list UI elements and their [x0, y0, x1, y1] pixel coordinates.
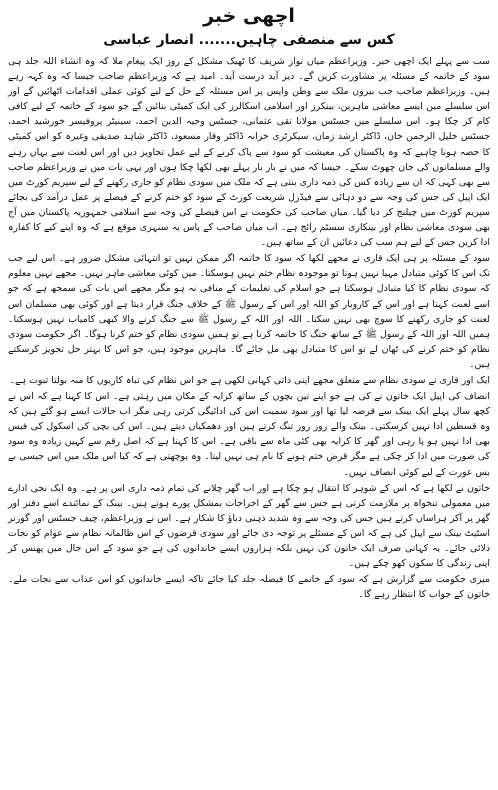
column-byline: کس سے منصفی چاہیں....... انصار عباسی: [103, 32, 395, 48]
column-title: اچھی خبر: [203, 5, 295, 27]
column-body: [8, 54, 490, 602]
paragraph: ایک اور قاری نے سودی نظام سے متعلق مجھے اپنی ذاتی کہانی لکھی ہے جو اس نظام کی تباہ کاریوں کا منہ بولتا ثبوت ہے۔: [9, 374, 490, 386]
paragraph: سب سے پہلے ایک اچھی خبر۔ وزیراعظم میاں نواز شریف کا ٹھیک مشکل کے روز ایک پیغام ملا کہ وہ انشاء اللہ جلد ہی سود کے خاتمہ کے مسئلہ پر مشاورت کریں گے۔ دیر آید درست آید۔ امید ہے کہ وزیراعظم صاحب جیسا کہ وہ کہہ رہے ہیں۔ وزیراعظم صاحب جب بیرون ملک سے وطن واپس پر اس مسئلہ کے حل کے لیے کوئی عملی اقدامات اٹھائیں گے اور اس سلسلے میں ایسے معاشی ماہرین، بینکرز اور اسلامی اسکالرز کی ایک کمیٹی بنائیں گے جو سود کے خاتمہ کے لیے کافی کام کر چکا ہو۔ اس سلسلے میں جسٹس مولانا تقی عثمانی، جسٹس وجیہ الدین احمد، سینیٹر پروفیسر خورشید احمد، جسٹس خلیل الرحمن خان، ڈاکٹر ارشد زمان، سیکرٹری خزانہ ڈاکٹر وقار مسعود، ڈاکٹر شاہد صدیقی وغیرہ کو اس کمیٹی کا حصہ ہونا چاہیے کہ وہ پاکستان کی معیشت کو سود سے پاک کرنے کے لیے عمل تجاویز دیں اور اس لعنت سے یہاں رہنے والے مسلمانوں کی جان چھوٹ سکے۔ جیسا کہ میں نے بار بار پہلے بھی لکھا چکا ہوں اور یہی بات میں نے وزیراعظم صاحب سے بھی کہی کہ ان سے زیادہ کس کی ذمہ داری بنتی ہے کہ ملک میں سودی نظام کو جاری رکھنے کے لیے سپریم کورٹ میں ایک اپیل کی جس کی وجہ سے دو دہائی سے فیڈرل شریعت کورٹ کے سود کو ختم کرنے کے فیصلے پر عمل درآمد کی بجائے سپریم کورٹ میں چیلنج کر دیا گیا۔ میاں صاحب کی حکومت نے اس فیصلے کی وجہ سے اسلامی جمہوریہ پاکستان میں آج بھی سودی معاشی نظام اور بینکاری سسٹم رائج ہے۔ اب میاں صاحب کے پاس یہ سنہری موقع ہے کہ وہ اپنے کیے کا کفارہ ادا کریں جس کے لیے ہم سب کی دعائیں ان کے ساتھ ہیں۔: [8, 56, 490, 249]
paragraph: سود کے مسئلہ پر ہی ایک قاری نے مجھے لکھا کہ سود کا خاتمہ اگر ممکن نہیں تو انتہائی مشکل ضرور ہے۔ اس لیے جب تک اس کا کوئی متبادل مہیا نہیں ہوتا تو موجودہ نظام ختم نہیں ہوسکتا۔ میں کوئی معاشی ماہر نہیں۔ مجھے نہیں معلوم کہ سودی نظام کا کیا متبادل ہوسکتا ہے جو اسلام کی تعلیمات کے منافی نہ ہو مگر مجھے اس بات کی سمجھ ہے کہ جو اسے لعنت کہتا ہے اور اس کے کاروبار کو اللہ اور اس کے رسول ﷺ کے خلاف جنگ قرار دیتا ہے اور کوئی بھی مسلمان اس لعنت کو جاری رکھنے کا سوچ بھی نہیں سکتا۔ اللہ اور اللہ کے رسول ﷺ سے جنگ کرنے والا کبھی کامیاب نہیں ہوسکتا۔ ہمیں اللہ اور اللہ کے رسول ﷺ کے ساتھ جنگ کا خاتمہ کرنا ہے تو ہمیں سودی نظام کو ختم کرنا ہوگا۔ اگر حکومت سودی نظام کو ختم کرنے کی ٹھان لے تو اس کا متبادل بھی مل جائے گا۔ ماہرین موجود ہیں، جو اس کا بہتر حل تجویز کرسکتے ہیں۔: [8, 253, 490, 370]
paragraph: میری حکومت سے گزارش ہے کہ سود کے خاتمے کا فیصلہ جلد کیا جائے تاکہ ایسے خاندانوں کو اس عذاب سے نجات ملے۔ خاتون کے جواب کا انتظار رہے گا۔: [8, 574, 490, 601]
paragraph: انصاف کی اپیل ایک خاتون نے کی ہے جو اپنے تین بچوں کے ساتھ کرایہ کے مکان میں رہتی ہے۔ اس کا کہنا ہے کہ اس نے کچھ سال پہلے ایک بینک سے قرضہ لیا تھا اور سود سمیت اس کی ادائیگی کرتی رہی مگر اب حالات ایسے ہو گئے ہیں کہ وہ قسطیں ادا نہیں کرسکتی۔ بینک والے روز روز تنگ کرتے ہیں اور دھمکیاں دیتے ہیں۔ اس کی بچی کی اسکول کی فیس بھی ادا نہیں ہو پا رہی اور گھر کا کرایہ بھی کئی ماہ سے باقی ہے۔ اس کا کہنا ہے کہ اصل رقم سے کہیں زیادہ وہ سود کی صورت میں ادا کر چکی ہے مگر قرض ختم ہونے کا نام ہی نہیں لیتا۔ وہ پوچھتی ہے کہ کیا اس ملک میں اس جیسی بے بس عورت کے لیے کوئی انصاف نہیں۔: [8, 391, 490, 478]
paragraph: خاتون نے لکھا ہے کہ اس کے شوہر کا انتقال ہو چکا ہے اور اب گھر چلانے کی تمام ذمہ داری اس پر ہے۔ وہ ایک نجی ادارے میں معمولی تنخواہ پر ملازمت کرتی ہے جس سے گھر کے اخراجات بمشکل پورے ہوتے ہیں۔ بینک کے نمائندے اسے دفتر اور گھر پر آکر ہراساں کرتے ہیں جس کی وجہ سے وہ شدید ذہنی دباؤ کا شکار ہے۔ اس نے وزیراعظم، چیف جسٹس اور گورنر اسٹیٹ بینک سے اپیل کی ہے کہ اس کے مسئلے پر توجہ دی جائے اور سودی قرضوں کے اس ظالمانہ نظام سے عوام کو نجات دلائی جائے۔ یہ کہانی صرف ایک خاتون کی نہیں بلکہ ہزاروں ایسے خاندانوں کی ہے جو سود کے اس جال میں پھنس کر اپنی زندگی کا سکون کھو چکے ہیں۔: [8, 482, 490, 570]
